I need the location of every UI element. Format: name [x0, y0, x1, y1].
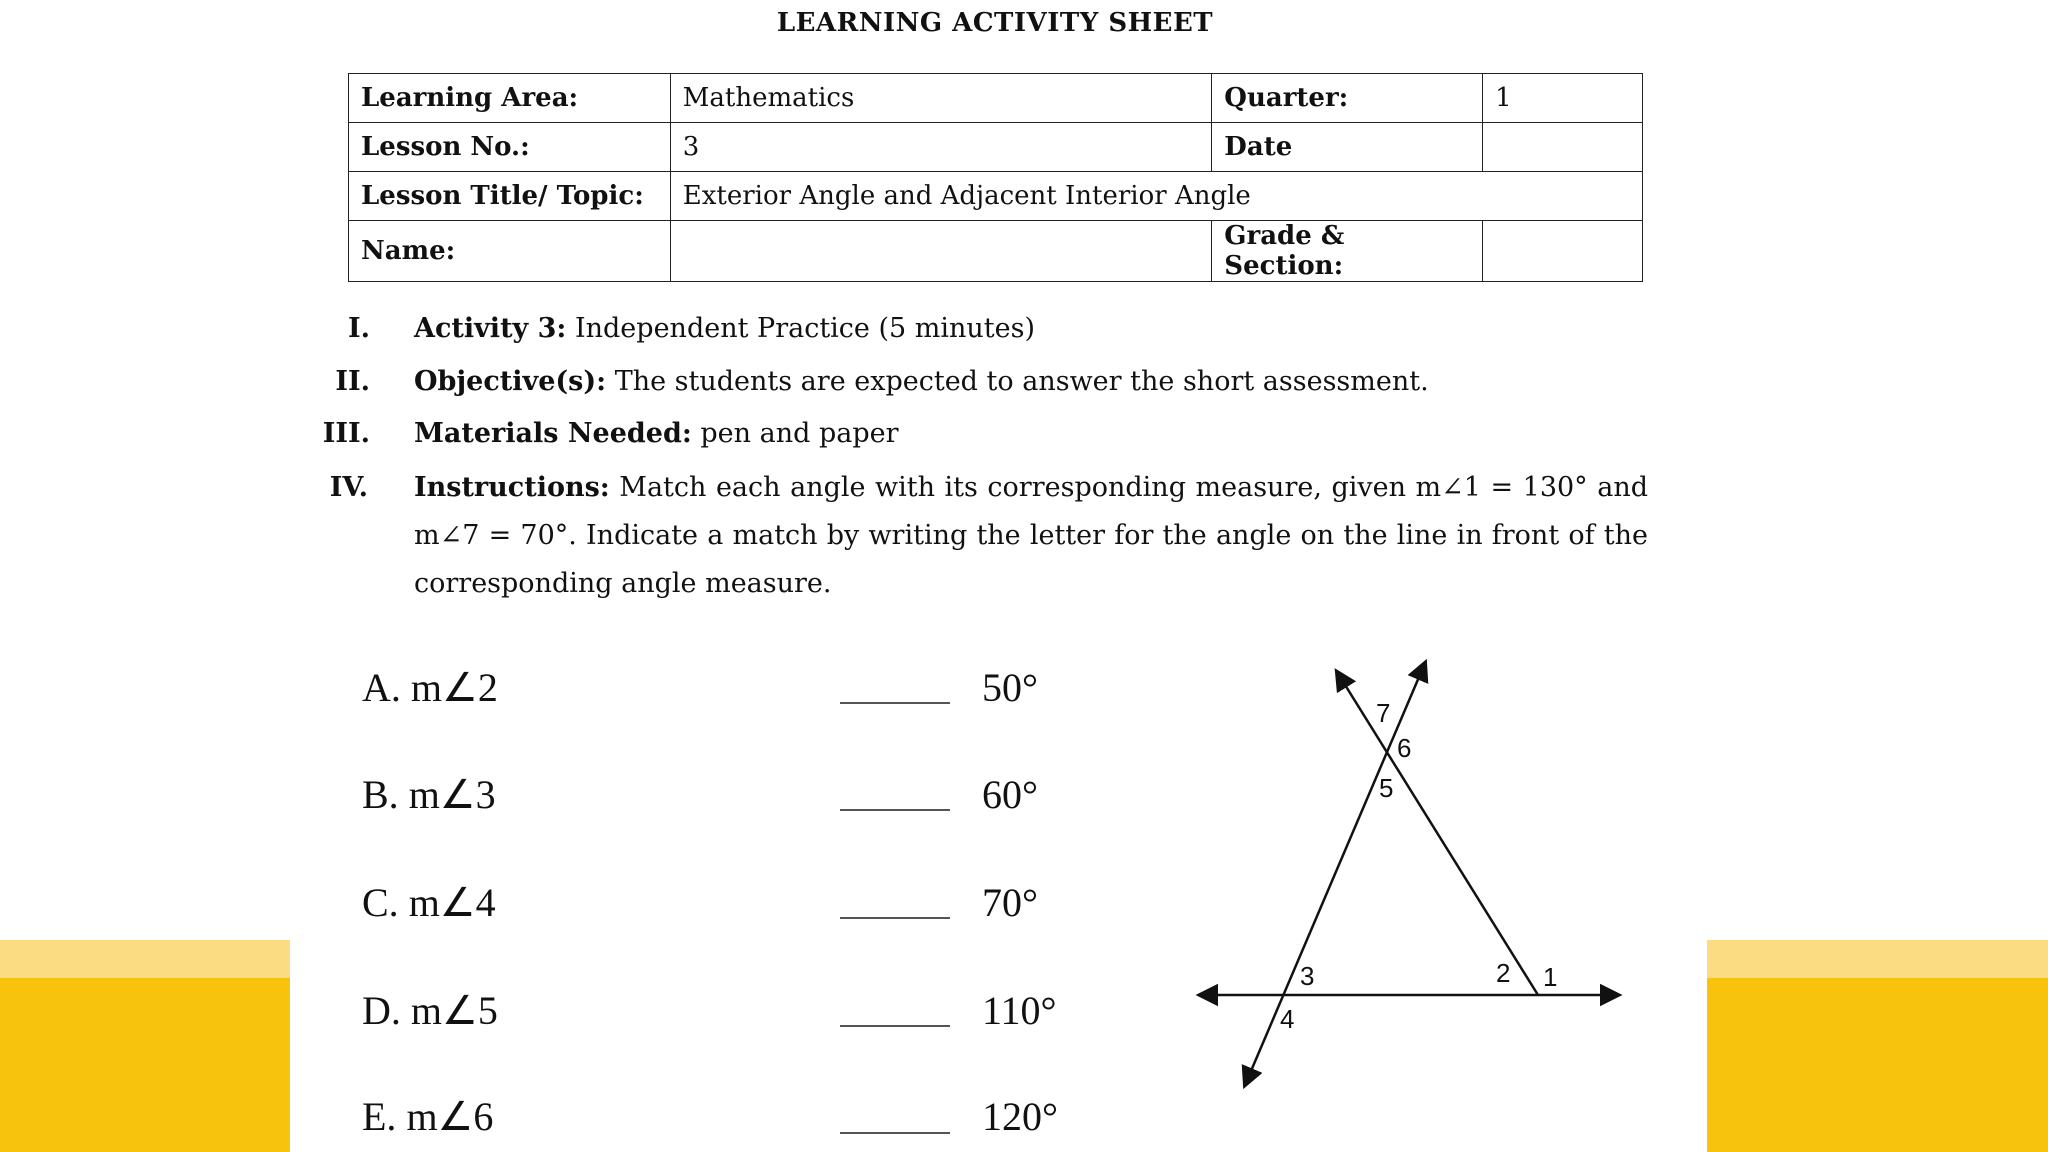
- lesson-title-label: Lesson Title/ Topic:: [349, 172, 671, 221]
- learning-area-label: Learning Area:: [349, 74, 671, 123]
- angle-label-2: 2: [1496, 958, 1511, 988]
- table-row: [349, 172, 1643, 221]
- section-text: The students are expected to answer the short assessment.: [606, 366, 1429, 397]
- angle-label-1: 1: [1543, 962, 1558, 992]
- item-measure: 120°: [982, 1094, 1058, 1139]
- decorative-band-stripe: [0, 940, 290, 978]
- answer-blank[interactable]: [840, 1025, 950, 1027]
- section-number: II.: [335, 366, 370, 397]
- list-item: [362, 987, 498, 1034]
- name-field[interactable]: [670, 221, 1212, 282]
- list-item: [362, 879, 496, 926]
- item-measure: 110°: [982, 988, 1057, 1033]
- decorative-band-left: [0, 940, 290, 1152]
- list-item: [362, 664, 498, 711]
- item-letter: C.: [362, 880, 399, 925]
- item-measure: 70°: [982, 880, 1038, 925]
- answer-blank[interactable]: [840, 809, 950, 811]
- section-text: pen and paper: [691, 418, 899, 449]
- section-label: Instructions:: [414, 472, 610, 503]
- section-text: Match each angle with its corresponding measure, given m∠1 = 130° and m∠7 = 70°. Indicate a match by writing the letter for the angle on the line in front of the corresponding angle measure.: [414, 472, 1648, 599]
- right-transversal-line: [1337, 672, 1538, 995]
- date-label: Date: [1212, 123, 1483, 172]
- decorative-band-right: [1707, 940, 2048, 1152]
- item-letter: E.: [362, 1094, 397, 1139]
- item-angle: m∠4: [408, 880, 496, 925]
- section-instructions: [414, 464, 1648, 608]
- answer-blank[interactable]: [840, 1132, 950, 1134]
- item-angle: m∠5: [410, 988, 498, 1033]
- info-table: [348, 73, 1643, 282]
- section-label: Activity 3:: [414, 313, 567, 344]
- angle-label-6: 6: [1397, 733, 1412, 763]
- lesson-no-value: 3: [670, 123, 1212, 172]
- angle-label-7: 7: [1376, 698, 1391, 728]
- section-number: IV.: [329, 472, 368, 503]
- item-angle: m∠3: [408, 772, 496, 817]
- section-label: Materials Needed:: [414, 418, 692, 449]
- item-letter: D.: [362, 988, 401, 1033]
- decorative-band-stripe: [1707, 940, 2048, 978]
- item-letter: A.: [362, 665, 401, 710]
- angle-label-5: 5: [1379, 773, 1394, 803]
- lesson-no-label: Lesson No.:: [349, 123, 671, 172]
- list-item: [362, 771, 496, 818]
- table-row: [349, 74, 1643, 123]
- item-letter: B.: [362, 772, 399, 817]
- learning-area-value: Mathematics: [670, 74, 1212, 123]
- angle-label-3: 3: [1300, 961, 1315, 991]
- table-row: [349, 221, 1643, 282]
- table-row: [349, 123, 1643, 172]
- section-label: Objective(s):: [414, 366, 607, 397]
- item-measure: 50°: [982, 665, 1038, 710]
- item-measure: 60°: [982, 772, 1038, 817]
- triangle-diagram: [1190, 650, 1640, 1100]
- date-field[interactable]: [1483, 123, 1643, 172]
- quarter-value: 1: [1483, 74, 1643, 123]
- section-number: I.: [347, 313, 370, 344]
- grade-section-label: Grade & Section:: [1212, 221, 1483, 282]
- left-transversal-line: [1245, 663, 1425, 1085]
- angle-label-4: 4: [1280, 1004, 1295, 1034]
- answer-blank[interactable]: [840, 917, 950, 919]
- item-angle: m∠6: [406, 1094, 494, 1139]
- quarter-label: Quarter:: [1212, 74, 1483, 123]
- sheet-title: LEARNING ACTIVITY SHEET: [776, 8, 1214, 38]
- lesson-title-value: Exterior Angle and Adjacent Interior Angle: [670, 172, 1642, 221]
- grade-section-field[interactable]: [1483, 221, 1643, 282]
- section-number: III.: [322, 418, 370, 449]
- item-angle: m∠2: [410, 665, 498, 710]
- list-item: [362, 1093, 493, 1140]
- name-label: Name:: [349, 221, 671, 282]
- section-text: Independent Practice (5 minutes): [566, 313, 1036, 344]
- answer-blank[interactable]: [840, 702, 950, 704]
